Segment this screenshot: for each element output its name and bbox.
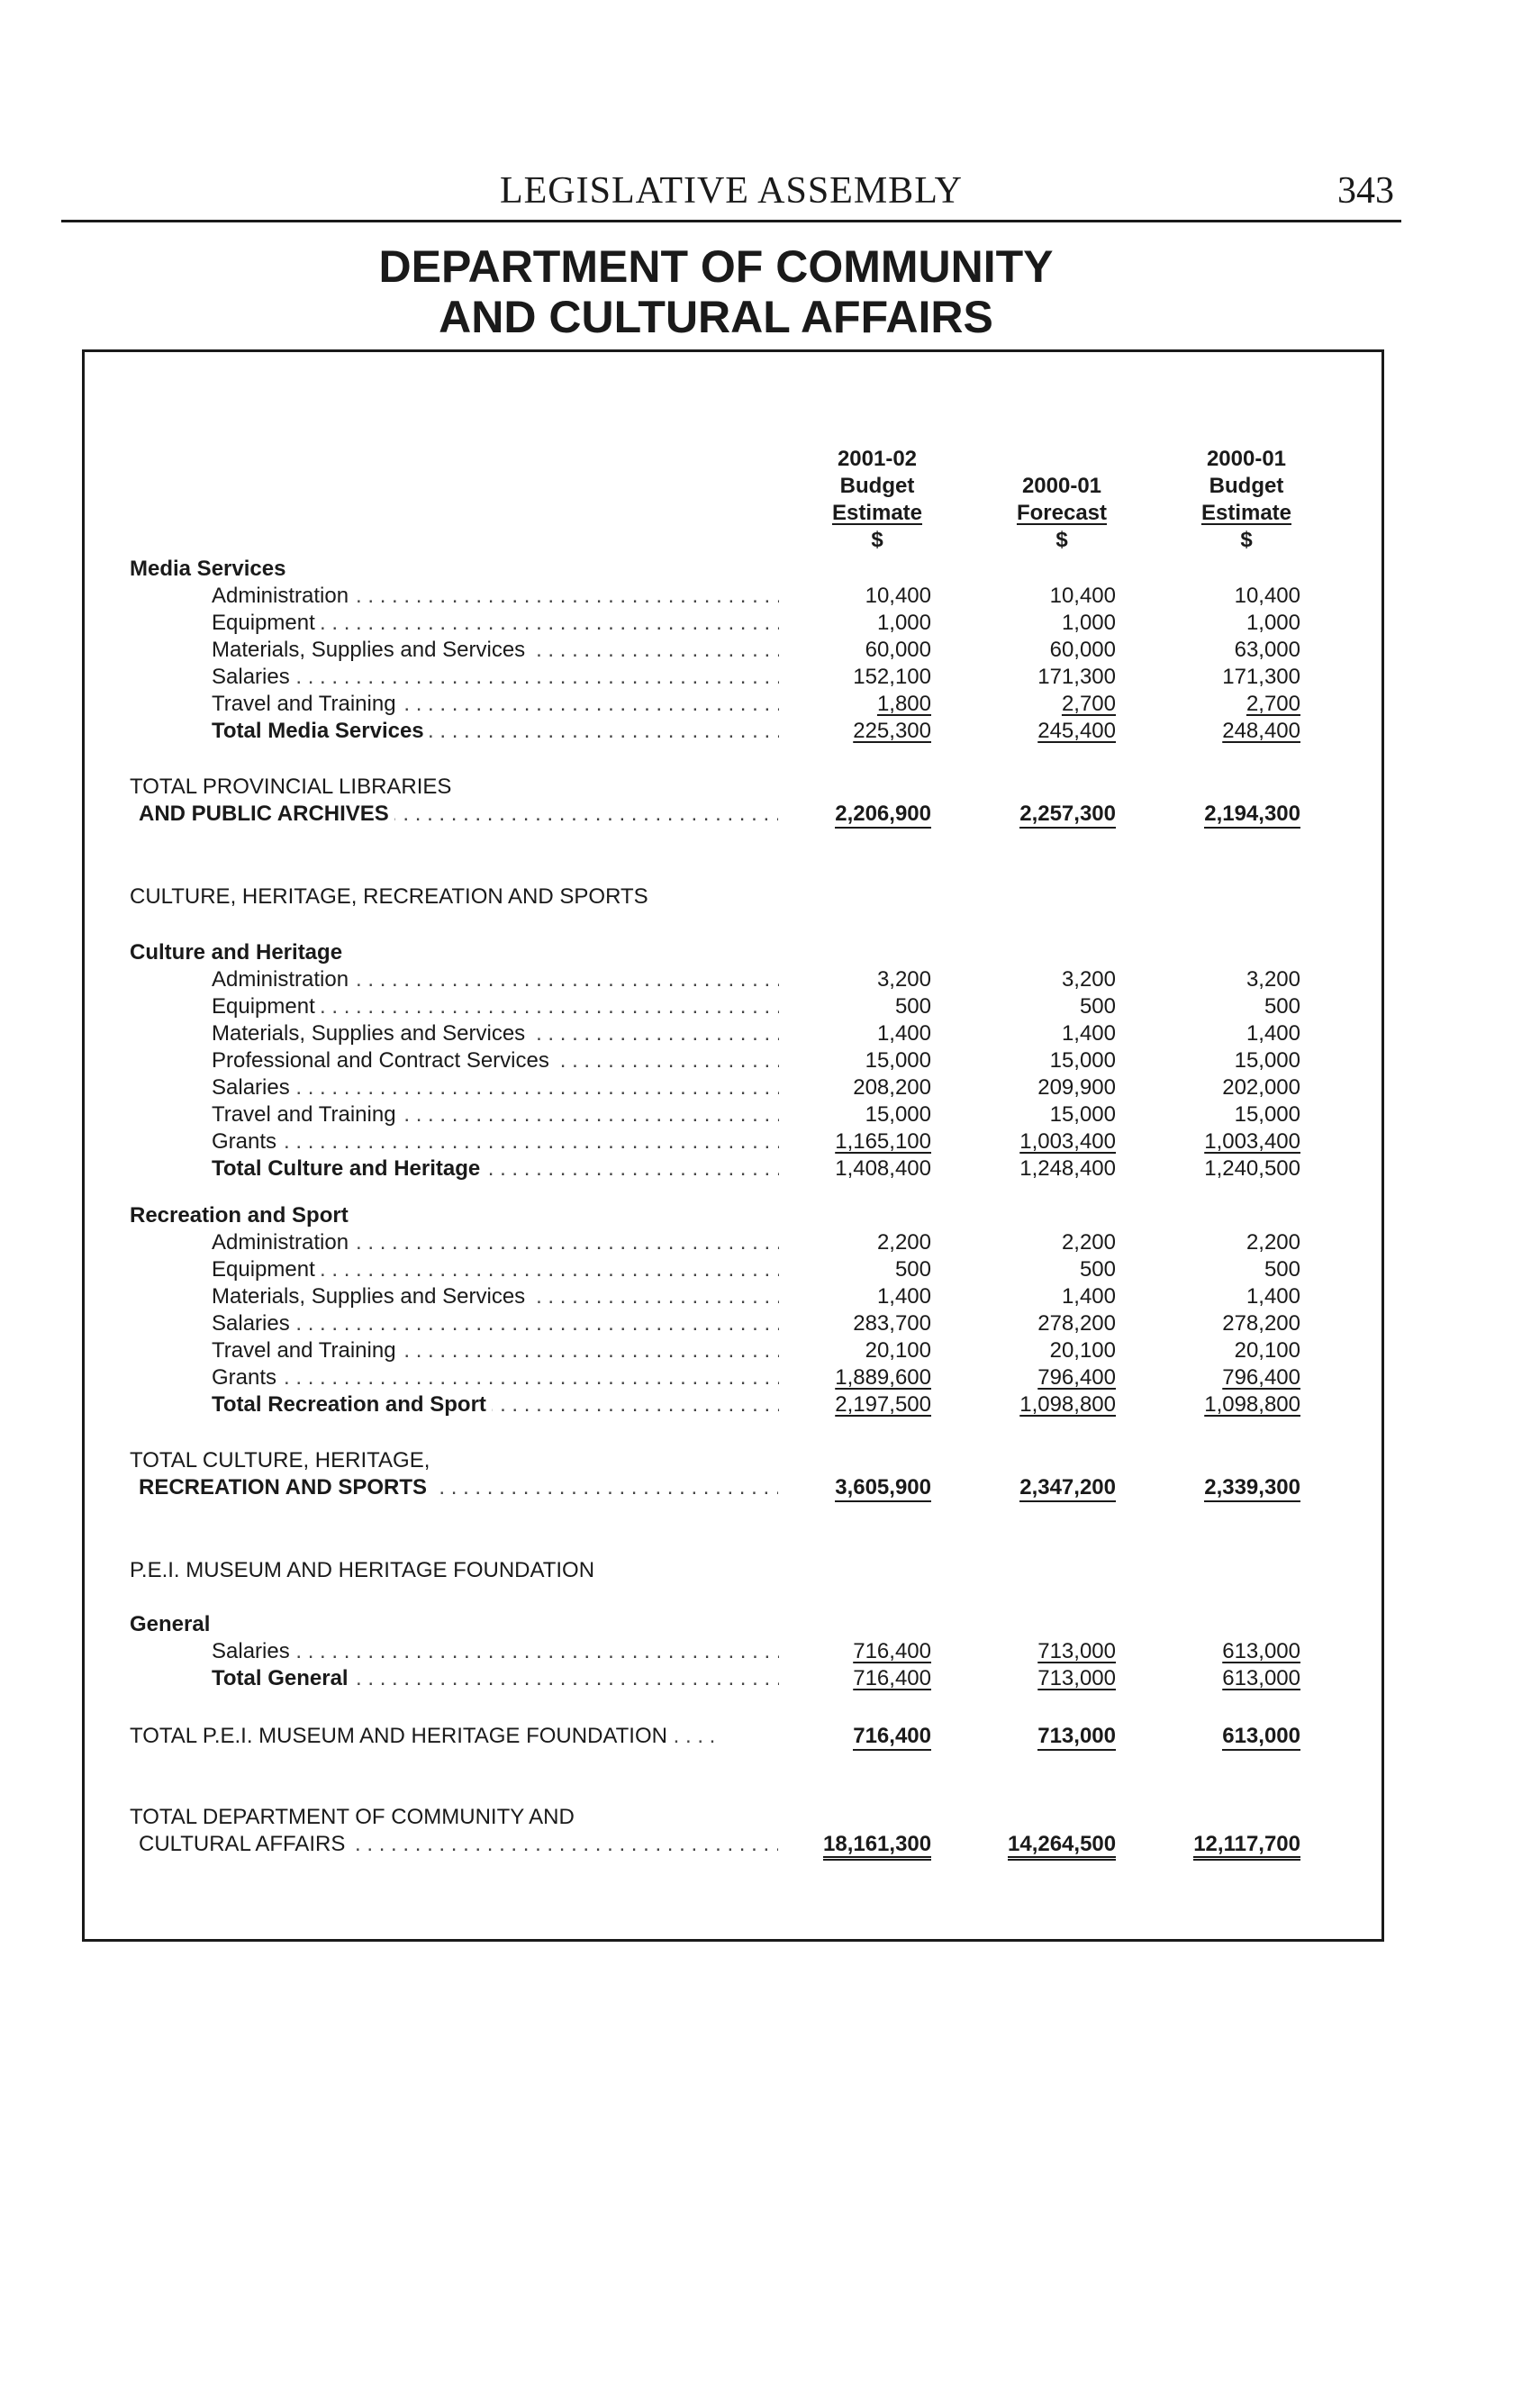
total-department-line1: TOTAL DEPARTMENT OF COMMUNITY AND: [130, 1805, 575, 1829]
culture-section-heading: CULTURE, HERITAGE, RECREATION AND SPORTS: [130, 884, 648, 909]
running-header: [61, 168, 1401, 222]
column-header-budget-estimate-2000-01: 2000-01 Budget Estimate $: [1200, 447, 1292, 552]
table-row: Equipment . . . 500 500 500: [85, 993, 1381, 1020]
media-services-heading: Media Services: [130, 557, 286, 581]
recreation-sport-heading: Recreation and Sport: [130, 1203, 349, 1228]
table-row: Salaries . . . 716,400 713,000 613,000: [85, 1638, 1381, 1665]
table-row: Grants . . . 1,165,100 1,003,400 1,003,400: [85, 1128, 1381, 1155]
table-row: Administration . . . 10,400 10,400 10,400: [85, 583, 1381, 610]
table-row: Materials, Supplies and Services . . . 1,400 1,400 1,400: [85, 1283, 1381, 1310]
table-row: Administration . . . 3,200 3,200 3,200: [85, 966, 1381, 993]
grand-total-row: AND PUBLIC ARCHIVES . . . 2,206,900 2,257,300 2,194,300: [85, 801, 1381, 828]
column-header-budget-estimate-2001-02: 2001-02 Budget Estimate $: [831, 447, 923, 552]
budget-table: [82, 349, 1384, 1942]
grand-total-row: RECREATION AND SPORTS . . . 3,605,900 2,347,200 2,339,300: [85, 1474, 1381, 1501]
total-row: Total Culture and Heritage . . . 1,408,400 1,248,400 1,240,500: [85, 1155, 1381, 1182]
table-row: Salaries . . . 208,200 209,900 202,000: [85, 1074, 1381, 1101]
table-row: Grants . . . 1,889,600 796,400 796,400: [85, 1364, 1381, 1391]
table-row: Materials, Supplies and Services . . . 60,000 60,000 63,000: [85, 637, 1381, 664]
table-row: Professional and Contract Services . . . 15,000 15,000 15,000: [85, 1047, 1381, 1074]
table-row: Salaries . . . 152,100 171,300 171,300: [85, 664, 1381, 691]
total-libraries-line1: TOTAL PROVINCIAL LIBRARIES: [130, 775, 452, 799]
total-row: Total General . . . 716,400 713,000 613,000: [85, 1665, 1381, 1692]
total-row: Total Recreation and Sport . . . 2,197,500 1,098,800 1,098,800: [85, 1391, 1381, 1418]
department-title-line2: AND CULTURAL AFFAIRS: [439, 292, 993, 342]
table-row: Travel and Training . . . 1,800 2,700 2,700: [85, 691, 1381, 718]
page-number: 343: [1337, 170, 1394, 212]
grand-total-row: TOTAL P.E.I. MUSEUM AND HERITAGE FOUNDATION . . . . 716,400 713,000 613,000: [85, 1723, 1381, 1750]
table-row: Travel and Training . . . 20,100 20,100 20,100: [85, 1337, 1381, 1364]
culture-heritage-heading: Culture and Heritage: [130, 940, 343, 965]
table-row: Administration . . . 2,200 2,200 2,200: [85, 1229, 1381, 1256]
table-row: Equipment . . . 500 500 500: [85, 1256, 1381, 1283]
running-head-title: LEGISLATIVE ASSEMBLY: [500, 170, 963, 212]
total-row: Total Media Services . . . 225,300 245,400 248,400: [85, 718, 1381, 745]
table-row: Equipment . . . 1,000 1,000 1,000: [85, 610, 1381, 637]
table-row: Materials, Supplies and Services . . . 1,400 1,400 1,400: [85, 1020, 1381, 1047]
department-title-line1: DEPARTMENT OF COMMUNITY: [378, 241, 1054, 292]
column-header-forecast-2000-01: 2000-01 Forecast $: [1016, 474, 1108, 552]
museum-section-heading: P.E.I. MUSEUM AND HERITAGE FOUNDATION: [130, 1558, 595, 1582]
table-row: Salaries . . . 283,700 278,200 278,200: [85, 1310, 1381, 1337]
department-title: [0, 241, 1432, 342]
total-culture-line1: TOTAL CULTURE, HERITAGE,: [130, 1448, 430, 1472]
museum-general-heading: General: [130, 1612, 211, 1636]
table-row: Travel and Training . . . 15,000 15,000 15,000: [85, 1101, 1381, 1128]
grand-total-row: CULTURAL AFFAIRS . . . 18,161,300 14,264,500 12,117,700: [85, 1831, 1381, 1858]
